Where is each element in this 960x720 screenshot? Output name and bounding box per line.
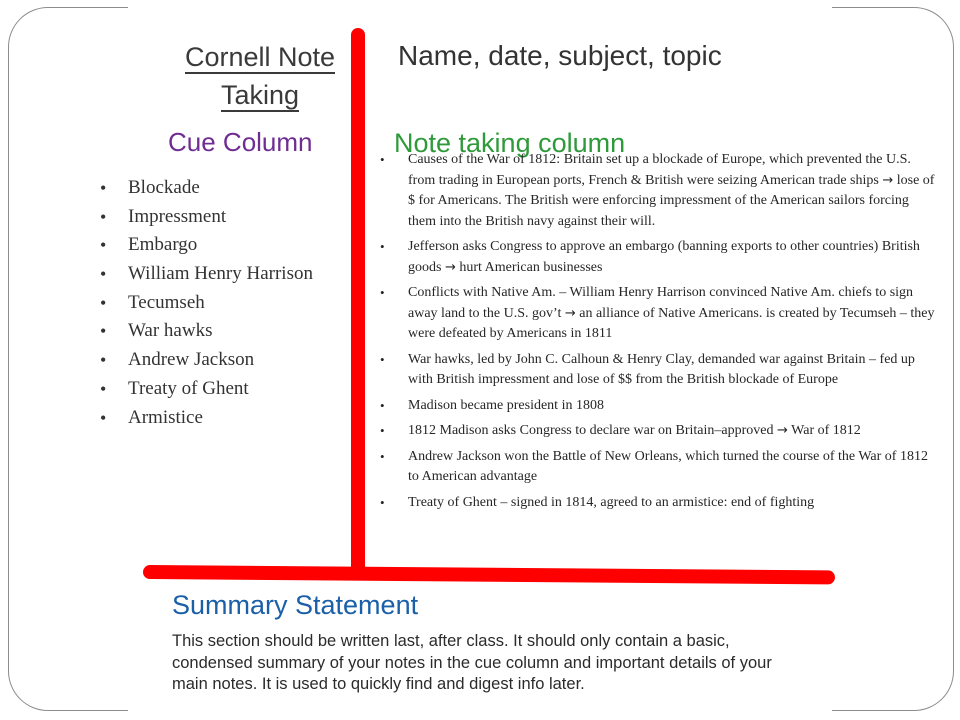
note-text: Causes of the War of 1812: Britain set up a blockade of Europe, which prevented the U.S. from trading in European ports, French & British were seizing American trade ships (408, 152, 911, 188)
arrow-right-icon: → (882, 172, 894, 188)
note-item (380, 283, 940, 345)
notes-column-heading: Note taking column (394, 128, 626, 158)
note-text: War of 1812 (787, 423, 861, 438)
title-line-1: Cornell Note (184, 42, 336, 72)
note-text: 1812 Madison asks Congress to declare war on Britain–approved (408, 423, 777, 438)
cue-item: • Treaty of Ghent (100, 377, 313, 406)
note-item (380, 396, 940, 417)
title-line-2: Taking (220, 80, 300, 110)
summary-text: This section should be written last, after class. It should only contain a basic, condensed summary of your notes in the cue column and important details of your main notes. It is used to quickly find and digest info later. (172, 632, 772, 693)
frame-gap-bottom (128, 706, 832, 720)
notes-list (380, 150, 940, 518)
note-item (380, 237, 940, 278)
note-text: lose of $ for Americans. The British were enforcing impressment of the American sailors forcing them into the British navy against their will. (408, 172, 935, 229)
note-text: hurt American businesses (455, 259, 603, 275)
cue-list (100, 176, 313, 434)
note-text: an alliance of Native Americans. is created by Tecumseh – they were defeated by Americans in 1811 (408, 305, 935, 341)
cue-item: • Impressment (100, 205, 313, 234)
cue-item: • Armistice (100, 406, 313, 435)
note-text: Madison became president in 1808 (408, 397, 604, 413)
note-item (380, 150, 940, 232)
note-item (380, 350, 940, 391)
note-text: Treaty of Ghent – signed in 1814, agreed to an armistice: end of fighting (408, 494, 815, 510)
cue-item: • Embargo (100, 233, 313, 262)
frame-gap-top (128, 0, 832, 14)
arrow-right-icon: → (564, 305, 576, 321)
header-label: Name, date, subject, topic (398, 40, 722, 71)
page-title (150, 38, 370, 114)
note-text: Jefferson asks Congress to approve an embargo (banning exports to other countries) British goods (408, 239, 920, 275)
cue-item: • Blockade (100, 176, 313, 205)
cue-item: • Tecumseh (100, 291, 313, 320)
cue-column-heading: Cue Column (168, 127, 313, 157)
cue-item: • William Henry Harrison (100, 262, 313, 291)
note-text: War hawks, led by John C. Calhoun & Henry Clay, demanded war against Britain – fed up with British impressment and lose of $$ from the British blockade of Europe (408, 351, 915, 387)
cue-item: • Andrew Jackson (100, 348, 313, 377)
arrow-right-icon: → (776, 423, 788, 438)
note-text: Andrew Jackson won the Battle of New Orleans, which turned the course of the War of 1812 to American advantage (408, 448, 928, 484)
note-item (380, 447, 940, 488)
vertical-divider (351, 28, 365, 576)
note-item (380, 421, 940, 442)
note-text: Conflicts with Native Am. – William Henry Harrison convinced Native Am. chiefs to sign away land to the U.S. gov’t (408, 285, 914, 321)
note-item (380, 493, 940, 514)
cue-item: • War hawks (100, 319, 313, 348)
summary-heading: Summary Statement (172, 590, 419, 620)
arrow-right-icon: → (444, 259, 456, 275)
